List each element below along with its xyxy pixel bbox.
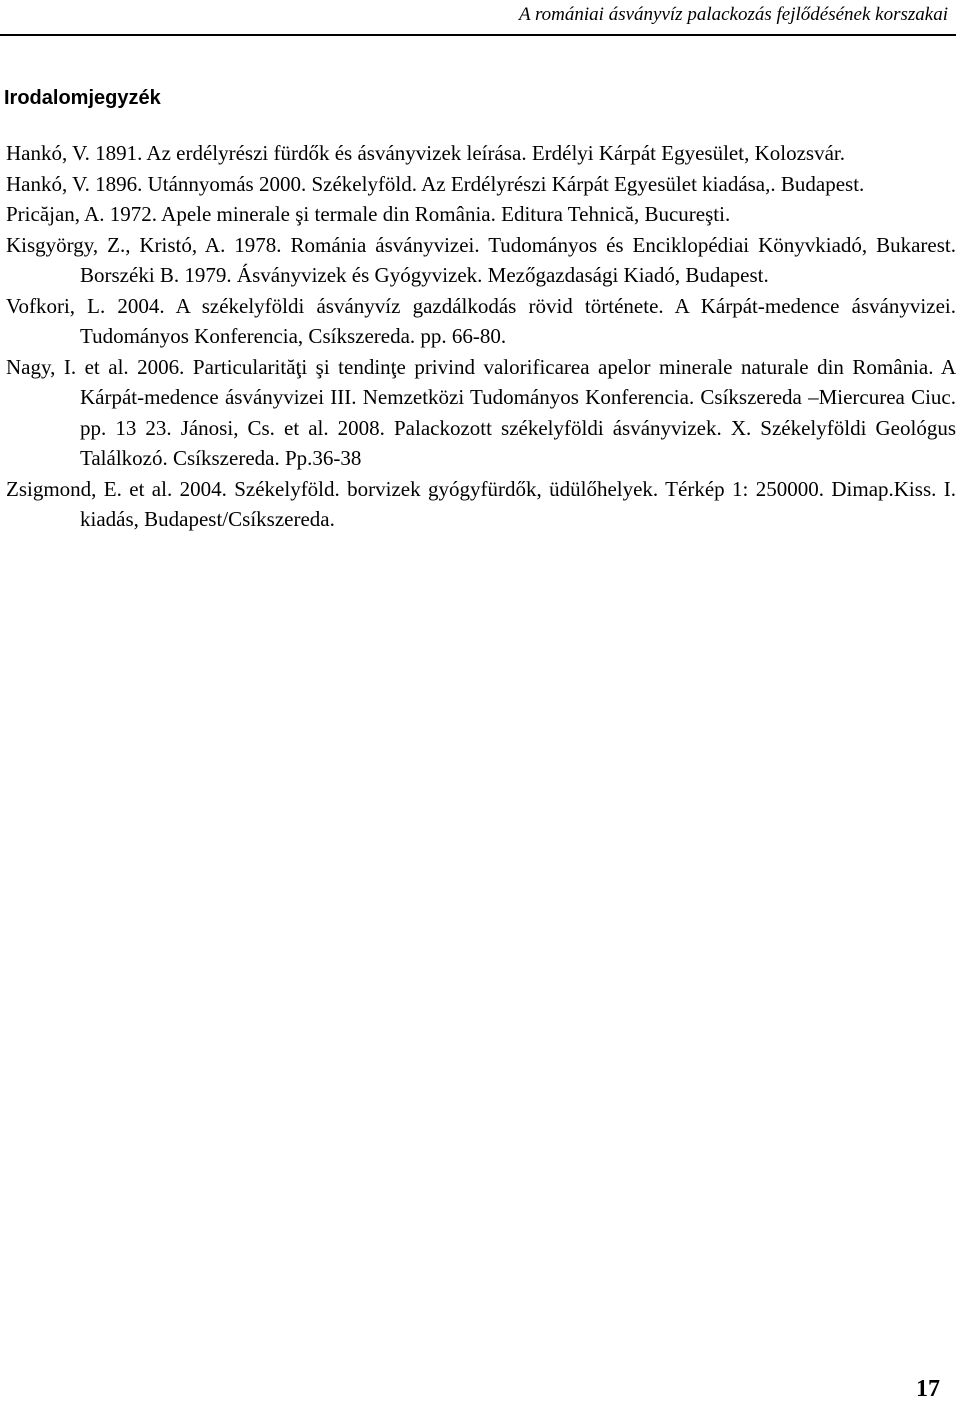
bibliography-entry-nagy-2006: Nagy, I. et al. 2006. Particularităţi şi tendinţe privind valorificarea apelor minerale naturale din România. A Kárpát-medence ásványvizei III. Nemzetközi Tudományos Konferencia. Csíkszereda –Miercurea Ciuc. pp. 13 23. Jánosi, Cs. et al. 2008. Palackozott székelyföldi ásványvizek. X. Székelyföldi Geológus Találkozó. Csíkszereda. Pp.36-38 <box>6 354 956 470</box>
bibliography-entry-hanko-1896: Hankó, V. 1896. Utánnyomás 2000. Székelyföld. Az Erdélyrészi Kárpát Egyesület kiadása,. Budapest. <box>6 171 865 196</box>
bibliography-entry-hanko-1891: Hankó, V. 1891. Az erdélyrészi fürdők és ásványvizek leírása. Erdélyi Kárpát Egyesület, Kolozsvár. <box>6 141 845 165</box>
section-title: Irodalomjegyzék <box>4 87 161 109</box>
bibliography-entry-zsigmond-2004: Zsigmond, E. et al. 2004. Székelyföld. borvizek gyógyfürdők, üdülőhelyek. Térkép 1: 250000. Dimap.Kiss. I. kiadás, Budapest/Csíkszereda. <box>6 476 956 531</box>
running-header: A romániai ásványvíz palackozás fejlődésének korszakai <box>518 4 948 25</box>
bibliography-entry-kisgyorgy-1978: Kisgyörgy, Z., Kristó, A. 1978. Románia ásványvizei. Tudományos és Enciklopédiai Könyvkiadó, Bukarest. Borszéki B. 1979. Ásványvizek és Gyógyvizek. Mezőgazdasági Kiadó, Budapest. <box>6 232 956 287</box>
bibliography-list <box>6 138 956 535</box>
header-rule <box>0 34 956 36</box>
bibliography-entry-pricajan-1972: Pricăjan, A. 1972. Apele minerale şi termale din România. Editura Tehnică, Bucureşti. <box>6 202 731 226</box>
page-number: 17 <box>916 1376 940 1402</box>
bibliography-entry-vofkori-2004: Vofkori, L. 2004. A székelyföldi ásványvíz gazdálkodás rövid története. A Kárpát-medence ásványvizei. Tudományos Konferencia, Csíkszereda. pp. 66-80. <box>6 293 956 348</box>
